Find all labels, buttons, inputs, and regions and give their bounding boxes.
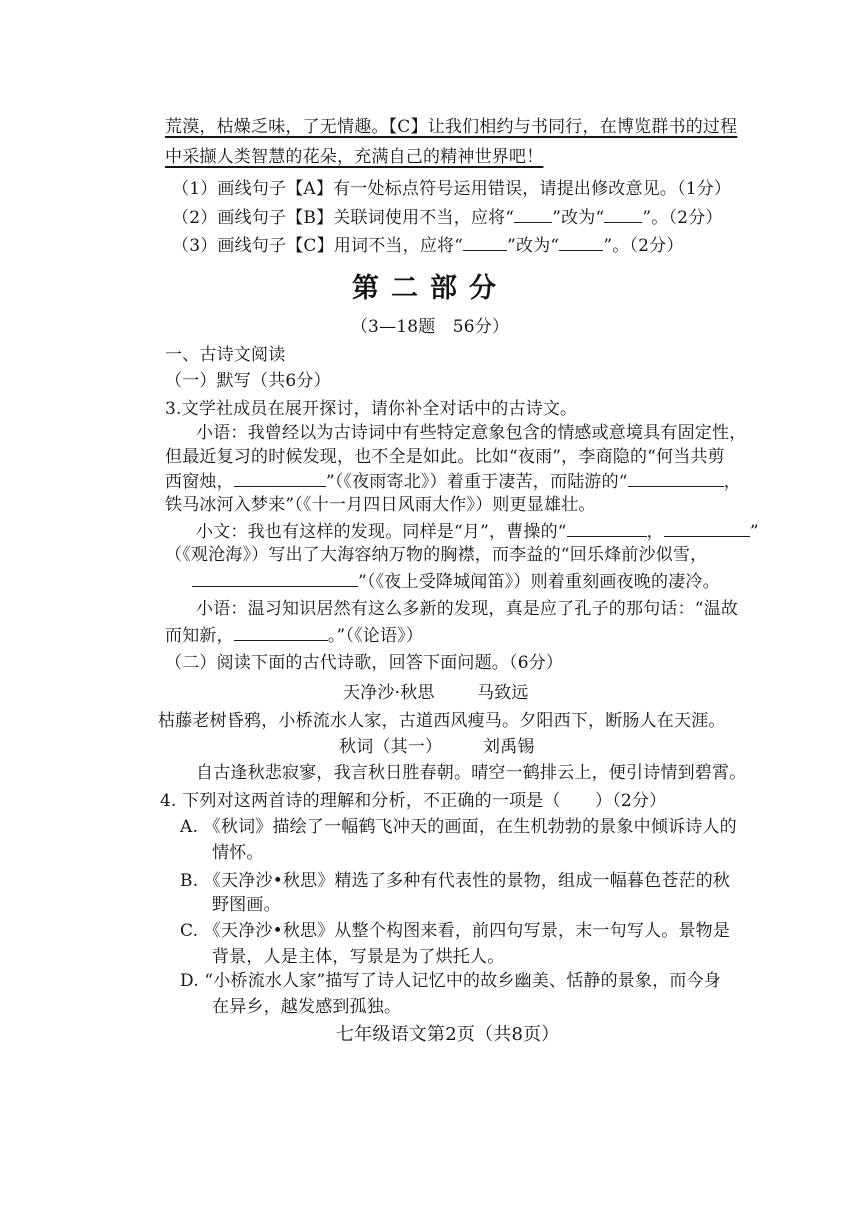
question-4-stem: 4. 下列对这两首诗的理解和分析，不正确的一项是（ ）（2分）: [160, 791, 667, 811]
option-b-line-1: B. 《天净沙•秋思》精选了多种有代表性的景物，组成一幅暮色苍茫的秋: [180, 871, 731, 891]
question-3-stem: 3.文学社成员在展开探讨，请你补全对话中的古诗文。: [165, 399, 578, 419]
poem-2-author: 刘禹锡: [483, 737, 535, 757]
subsection-heading-1: （一）默写（共6分）: [165, 371, 331, 391]
intro-line-1: [165, 114, 737, 140]
poem-1-author: 马致远: [477, 683, 529, 703]
poem-2-text: 自古逢秋悲寂寥，我言秋日胜春朝。晴空一鹤排云上，便引诗情到碧霄。: [196, 763, 747, 783]
question-1-2: （2）画线句子【B】关联词使用不当，应将“ ”改为“ ”。（2分）: [172, 204, 723, 231]
dialogue-1-line-1: 小语：我曾经以为古诗词中有些特定意象包含的情感或意境具有固定性，: [196, 423, 747, 443]
option-a-line-2: 情怀。: [212, 843, 264, 863]
option-d-line-2: 在异乡，越发感到孤独。: [212, 997, 402, 1017]
answer-blank[interactable]: [234, 622, 328, 641]
poem-2-title: 秋词（其一）: [339, 737, 443, 757]
answer-blank[interactable]: [192, 568, 358, 587]
option-c-line-1: C. 《天净沙•秋思》从整个构图来看，前四句写景，末一句写人。景物是: [180, 921, 731, 941]
poem-1-title: 天净沙·秋思: [343, 683, 435, 703]
answer-blank[interactable]: [559, 232, 603, 251]
answer-blank[interactable]: [463, 232, 507, 251]
answer-blank[interactable]: [234, 468, 326, 487]
page-footer: 七年级语文第2页（共8页）: [336, 1024, 560, 1045]
part-subtitle: （3—18题 56分）: [350, 317, 510, 337]
option-b-line-2: 野图画。: [212, 895, 281, 915]
answer-blank[interactable]: [567, 518, 647, 537]
subsection-heading-2: （二）阅读下面的古代诗歌，回答下面问题。（6分）: [165, 653, 564, 673]
intro-text-c: 荒漠，枯燥乏味，了无情趣。【C】让我们相约与书同行，在博览群书的过程: [165, 117, 738, 137]
dialogue-1-line-4: 铁马冰河入梦来”（《十一月四日风雨大作》）则更显雄壮。: [165, 495, 596, 515]
question-1-3: （3）画线句子【C】用词不当，应将“ ”改为“ ”。（2分）: [172, 232, 684, 259]
answer-blank[interactable]: [664, 518, 750, 537]
dialogue-2-line-1: 小文：我也有这样的发现。同样是“月”，曹操的“ ， ”: [196, 518, 759, 545]
dialogue-3-line-1: 小语：温习知识居然有这么多新的发现，真是应了孔子的那句话：“温故: [196, 599, 739, 619]
dialogue-1-line-2: 但最近复习的时候发现，也不全是如此。比如“夜雨”，李商隐的“何当共剪: [165, 447, 725, 467]
part-title: 第二部分: [352, 273, 508, 304]
question-1-1: （1）画线句子【A】有一处标点符号运用错误，请提出修改意见。（1分）: [172, 179, 732, 199]
option-a-line-1: A. 《秋词》描绘了一幅鹤飞冲天的画面，在生机勃勃的景象中倾诉诗人的: [180, 817, 737, 837]
option-c-line-2: 背景，人是主体，写景是为了烘托人。: [212, 947, 505, 967]
dialogue-3-line-2: 而知新， 。”（《论语》）: [165, 622, 423, 649]
section-heading: 一、古诗文阅读: [165, 345, 286, 365]
dialogue-2-line-3: ”（《夜上受降城闻笛》）则着重刻画夜晚的凄冷。: [192, 568, 720, 595]
poem-1-text: 枯藤老树昏鸦，小桥流水人家，古道西风瘦马。夕阳西下，断肠人在天涯。: [158, 711, 726, 731]
dialogue-2-line-2: （《观沧海》）写出了大海容纳万物的胸襟，而李益的“回乐烽前沙似雪，: [165, 545, 708, 565]
option-d-line-1: D. “小桥流水人家”描写了诗人记忆中的故乡幽美、恬静的景象，而今身: [180, 971, 722, 991]
answer-blank[interactable]: [628, 468, 724, 487]
intro-line-2: 中采撷人类智慧的花朵，充满自己的精神世界吧！: [165, 147, 544, 167]
answer-blank[interactable]: [604, 204, 642, 223]
dialogue-1-line-3: 西窗烛， ”（《夜雨寄北》）着重于凄苦，而陆游的“ ，: [165, 468, 741, 495]
answer-blank[interactable]: [514, 204, 552, 223]
